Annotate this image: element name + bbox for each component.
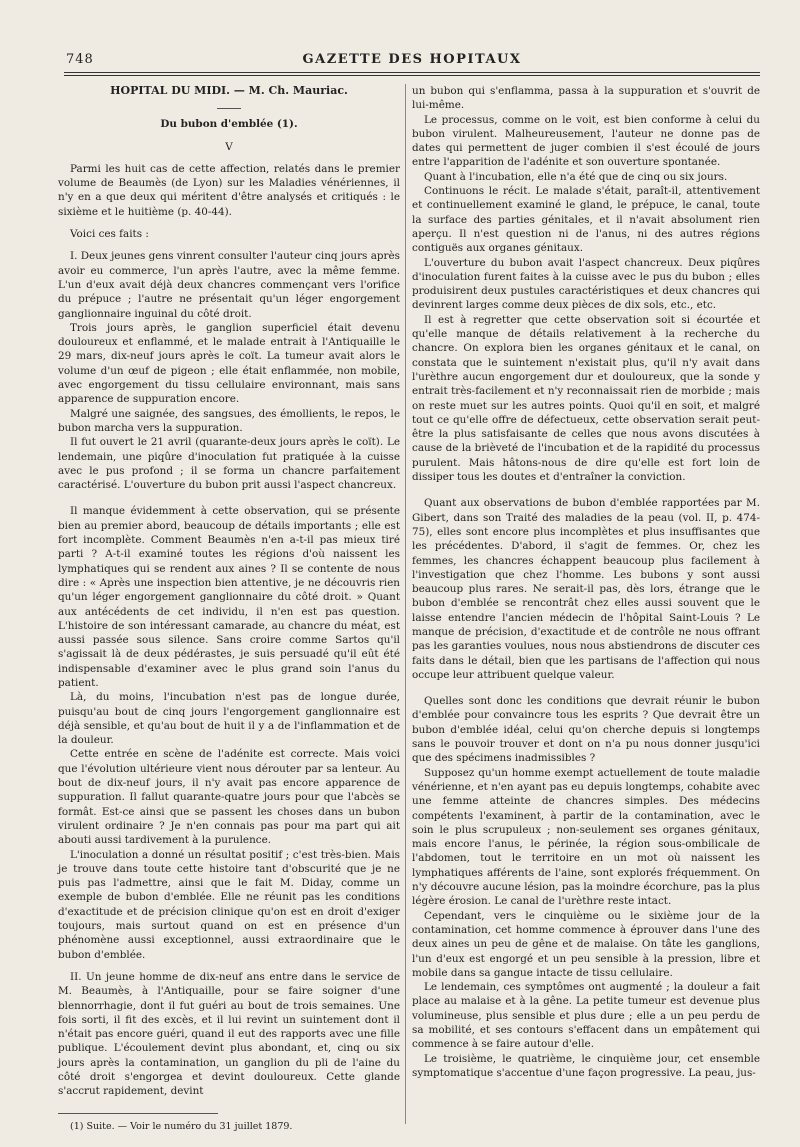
paragraph: Quant à l'incubation, elle n'a été que de cinq ou six jours.	[424, 170, 728, 183]
paragraph: Il est à regretter que cette observation soit si écourtée et qu'elle manque de détails relativement à la recherche du chancre. On explora bien les organes génitaux et le canal, on constata que le suintement n'existait plus, qu'il n'y avait dans l'urèthre aucun engorgement dur et douloureux, que la sonde y entrait très-facilement et n'y reconnaissait rien de morbide ; mais on reste muet sur les autres points. Quoi qu'il en soit, et malgré tout ce qu'elle offre de défectueux, cette observation serait peut-être la plus satisfaisante de celles que nous avons discutées à cause de la brièveté de l'incubation et de la rapidité du processus purulent. Mais hâtons-nous de dire qu'elle est fort loin de dissiper tous les doutes et d'entraîner la conviction.	[412, 313, 760, 484]
paragraph: Le processus, comme on le voit, est bien conforme à celui du bubon virulent. Malheureusement, l'auteur ne donne pas de dates qui permettent de juger combien il s'est écoulé de jours entre l'apparition de l'adénite et son ouverture spontanée.	[412, 113, 760, 169]
running-title: GAZETTE DES HOPITAUX	[302, 52, 522, 67]
paragraph: Il fut ouvert le 21 avril (quarante-deux jours après le coït). Le lendemain, une piqûre d'inoculation fut pratiquée à la cuisse avec le pus profond ; il se forma un chancre parfaitement caractérisé. L'ouverture du bubon prit aussi l'aspect chancreux.	[58, 436, 400, 492]
hospital-heading: HOPITAL DU MIDI. — M. Ch. Mauriac.	[110, 84, 348, 97]
article-subtitle: Du bubon d'emblée (1).	[160, 118, 298, 131]
paragraph: Parmi les huit cas de cette affection, relatés dans le premier volume de Beaumès (de Lyon) sur les Maladies vénériennes, il n'y en a que deux qui méritent d'être analysés et critiqués : le sixième et le huitième (p. 40-44).	[58, 162, 400, 218]
paragraph: un bubon qui s'enflamma, passa à la suppuration et s'ouvrit de lui-même.	[412, 85, 760, 112]
right-column	[412, 84, 760, 1080]
paragraph: Trois jours après, le ganglion superficiel était devenu douloureux et enflammé, et le malade entrait à l'Antiquaille le 29 mars, dix-neuf jours après le coït. La tumeur avait alors le volume d'un œuf de pigeon ; elle était enflammée, non mobile, avec engorgement du tissu cellulaire environnant, mais sans apparence de suppuration encore.	[58, 321, 400, 406]
header-rule	[64, 72, 760, 76]
page-header	[64, 48, 760, 68]
paragraph: I. Deux jeunes gens vinrent consulter l'auteur cinq jours après avoir eu commerce, l'un après l'autre, avec la même femme. L'un d'eux avait déjà deux chancres commençant vers l'orifice du prépuce ; l'autre ne présentait qu'un léger engorgement ganglionnaire inguinal du côté droit.	[58, 250, 400, 320]
paragraph: Quelles sont donc les conditions que devrait réunir le bubon d'emblée pour convaincre tous les esprits ? Que devrait être un bubon d'emblée idéal, celui qu'on cherche depuis si longtemps sans le pouvoir trouver et dont on n'a pu nous donner jusqu'ici que des spécimens inadmissibles ?	[412, 695, 760, 765]
paragraph: Le troisième, le quatrième, le cinquième jour, cet ensemble symptomatique s'accentue d'une façon progressive. La peau, jus-	[412, 1052, 760, 1079]
footnote-rule	[58, 1113, 218, 1114]
paragraph: L'ouverture du bubon avait l'aspect chancreux. Deux piqûres d'inoculation furent faites à la cuisse avec le pus du bubon ; elles produisirent deux pustules caractéristiques et deux chancres qui devinrent larges comme deux pièces de dix sols, etc., etc.	[412, 256, 760, 312]
left-column	[58, 84, 400, 1134]
paragraph: Continuons le récit. Le malade s'était, paraît-il, attentivement et continuellement examiné le gland, le prépuce, le canal, toute la surface des parties génitales, et il n'avait absolument rien aperçu. Il n'est question ni de l'anus, ni des autres régions contiguës aux organes génitaux.	[412, 185, 760, 255]
paragraph: Cependant, vers le cinquième ou le sixième jour de la contamination, cet homme commence à éprouver dans l'une des deux aines un peu de gêne et de malaise. On tâte les ganglions, l'un d'eux est engorgé et un peu sensible à la pression, libre et mobile dans sa gangue intacte de tissu cellulaire.	[412, 909, 760, 979]
paragraph: Voici ces faits :	[70, 228, 149, 241]
paragraph: Quant aux observations de bubon d'emblée rapportées par M. Gibert, dans son Traité des maladies de la peau (vol. II, p. 474-75), elles sont encore plus incomplètes et plus insuffisantes que les précédentes. D'abord, il s'agit de femmes. Or, chez les femmes, les chancres échappent beaucoup plus facilement à l'investigation que chez l'homme. Les bubons y sont aussi beaucoup plus rares. Ne serait-il pas, dès lors, étrange que le bubon d'emblée se rencontrât chez elles aussi souvent que le laisse entendre l'ancien médecin de l'hôpital Saint-Louis ? Le manque de précision, d'exactitude et de contrôle ne nous offrant pas les garanties voulues, nous nous abstiendrons de discuter ces faits dans le détail, bien que les partisans de l'affection qui nous occupe leur attribuent quelque valeur.	[412, 497, 760, 681]
paragraph: Malgré une saignée, des sangsues, des émollients, le repos, le bubon marcha vers la suppuration.	[58, 407, 400, 434]
footnote: (1) Suite. — Voir le numéro du 31 juillet 1879.	[70, 1120, 293, 1132]
paragraph: Il manque évidemment à cette observation, qui se présente bien au premier abord, beaucoup de détails importants ; elle est fort incomplète. Comment Beaumès n'en a-t-il pas mieux tiré parti ? A-t-il examiné toutes les régions d'où naissent les lymphatiques qui se rendent aux aines ? Il se contente de nous dire : « Après une inspection bien attentive, je ne découvris rien qu'un léger engorgement ganglionnaire du côté droit. » Quant aux antécédents de cet individu, il n'en est pas question. L'histoire de son intéressant camarade, au chancre du méat, est aussi passée sous silence. Sans croire comme Sartos qu'il s'agissait là de deux pédérastes, je suis persuadé qu'il eût été indispensable d'examiner avec le plus grand soin l'anus du patient.	[58, 505, 400, 689]
paragraph: L'inoculation a donné un résultat positif ; c'est très-bien. Mais je trouve dans toute cette histoire tant d'obscurité que je ne puis pas l'admettre, ainsi que le fait M. Diday, comme un exemple de bubon d'emblée. Elle ne réunit pas les conditions d'exactitude et de précision clinique qu'on est en droit d'exiger toujours, mais surtout quand on est en présence d'un phénomène aussi exceptionnel, aussi extraordinaire que le bubon d'emblée.	[58, 848, 400, 961]
page-number: 748	[66, 52, 94, 67]
section-number: V	[225, 140, 233, 153]
paragraph: Cette entrée en scène de l'adénite est correcte. Mais voici que l'évolution ultérieure vient nous dérouter par sa lenteur. Au bout de dix-neuf jours, il n'y avait pas encore apparence de suppuration. Il fallut quarante-quatre jours pour que l'abcès se formât. Est-ce ainsi que se passent les choses dans un bubon virulent ordinaire ? Je n'en connais pas pour ma part qui ait abouti aussi tardivement à la purulence.	[58, 748, 400, 847]
column-divider	[405, 84, 406, 1124]
paragraph: Le lendemain, ces symptômes ont augmenté ; la douleur a fait place au malaise et à la gêne. La petite tumeur est devenue plus volumineuse, plus sensible et plus dure ; elle a un peu perdu de sa mobilité, et ses contours s'effacent dans un empâtement qui commence à se faire autour d'elle.	[412, 981, 760, 1051]
paragraph: Supposez qu'un homme exempt actuellement de toute maladie vénérienne, et n'en ayant pas eu depuis longtemps, cohabite avec une femme atteinte de chancres simples. Des médecins compétents l'examinent, à partir de la contamination, avec le soin le plus scrupuleux ; non-seulement ses organes génitaux, mais encore l'anus, le périnée, la région sous-ombilicale de l'abdomen, tout le territoire en un mot où naissent les lymphatiques afférents de l'aine, sont explorés fréquemment. On n'y découvre aucune lésion, pas la moindre écorchure, pas la plus légère érosion. Le canal de l'urèthre reste intact.	[412, 766, 760, 908]
short-rule	[217, 108, 241, 109]
paragraph: II. Un jeune homme de dix-neuf ans entre dans le service de M. Beaumès, à l'Antiquaille, pour se faire soigner d'une blennorrhagie, dont il fut guéri au bout de trois semaines. Une fois sorti, il fit des excès, et il lui revint un suintement dont il n'était pas encore guéri, quand il eut des rapports avec une fille publique. L'écoulement devint plus abondant, et, cinq ou six jours après la contamination, un ganglion du pli de l'aine du côté droit s'engorgea et devint douloureux. Cette glande s'accrut rapidement, devint	[58, 970, 400, 1098]
paragraph: Là, du moins, l'incubation n'est pas de longue durée, puisqu'au bout de cinq jours l'engorgement ganglionnaire est déjà sensible, et qu'au bout de huit il y a de l'inflammation et de la douleur.	[58, 691, 400, 747]
